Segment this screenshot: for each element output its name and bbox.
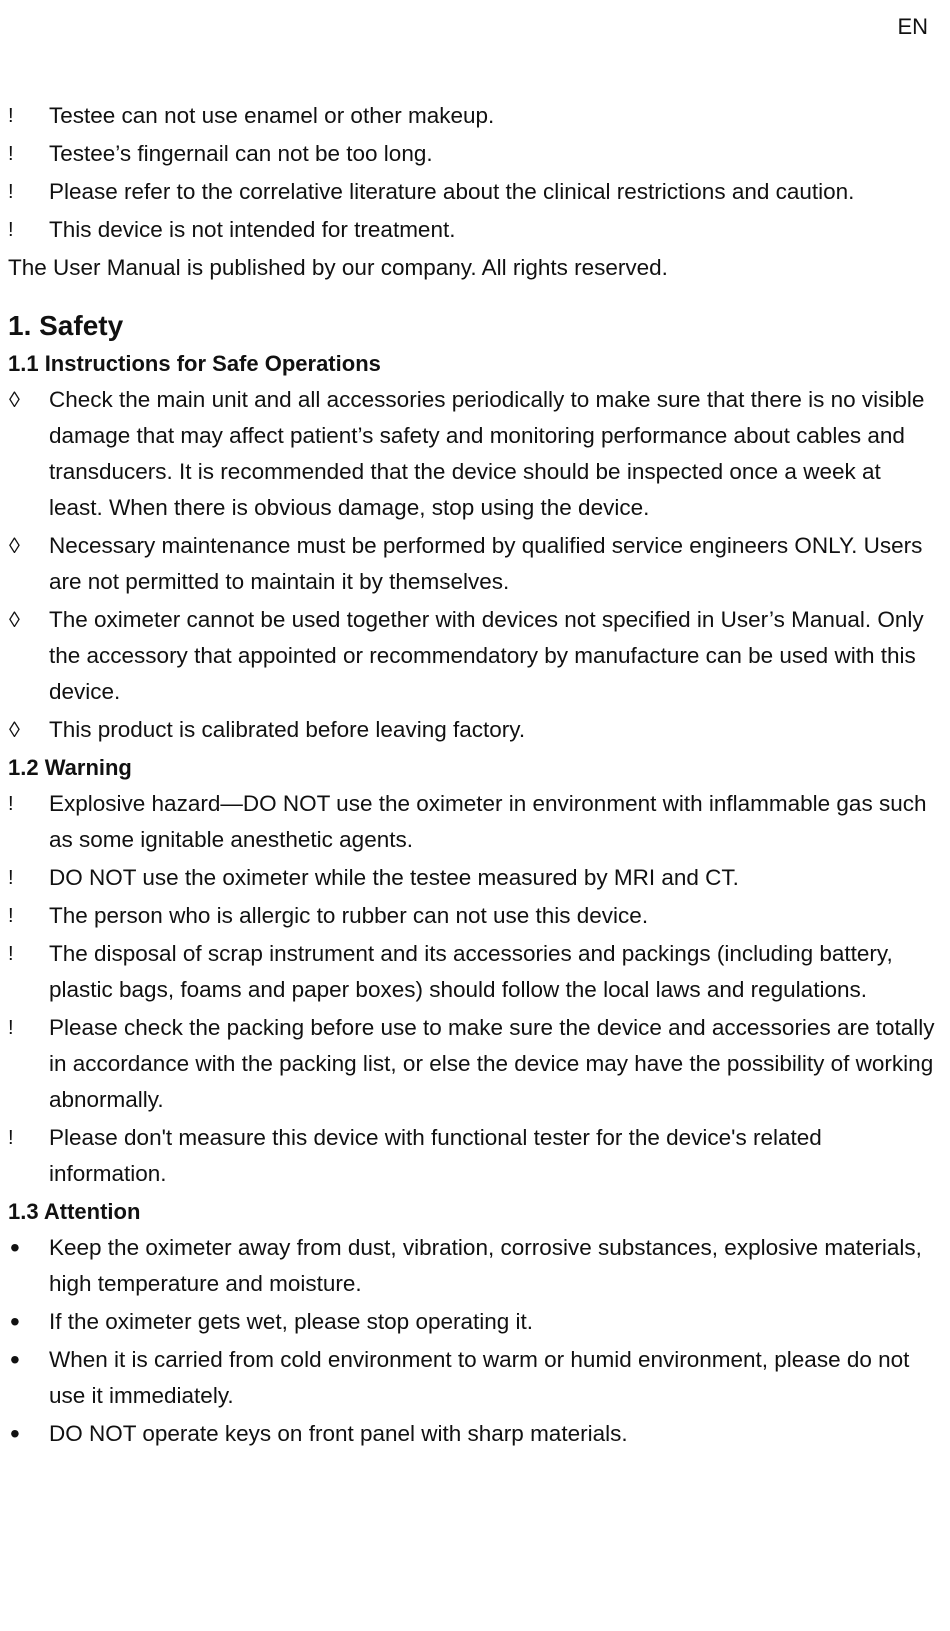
list-item (8, 602, 938, 710)
exclamation-bullet-icon: ! (8, 943, 14, 965)
exclamation-bullet-icon: ! (8, 181, 14, 203)
list-item-text: The disposal of scrap instrument and its accessories and packings (including battery, plastic bags, foams and paper boxes) should follow the local laws and regulations. (49, 941, 893, 1002)
list-item-text: If the oximeter gets wet, please stop operating it. (49, 1309, 534, 1334)
list-item (8, 786, 938, 858)
dot-bullet-icon: • (10, 1418, 20, 1449)
dot-bullet-icon: • (10, 1306, 20, 1337)
diamond-bullet-icon: ◊ (9, 387, 20, 412)
list-item-text: Testee can not use enamel or other makeup. (49, 103, 495, 128)
subsection-title: 1.1 Instructions for Safe Operations (8, 351, 381, 376)
list-item-text: Necessary maintenance must be performed by qualified service engineers ONLY. Users are not permitted to maintain it by themselves. (49, 533, 923, 594)
subsection-title: 1.3 Attention (8, 1199, 141, 1224)
list-item-text: The person who is allergic to rubber can not use this device. (49, 903, 649, 928)
list-item-text: Please don't measure this device with functional tester for the device's related information. (49, 1125, 822, 1186)
subsection-title: 1.2 Warning (8, 755, 132, 780)
list-item-text: Please refer to the correlative literature about the clinical restrictions and caution. (49, 179, 855, 204)
list-item (8, 712, 938, 748)
dot-bullet-icon: • (10, 1344, 20, 1375)
list-item-text: Testee’s fingernail can not be too long. (49, 141, 433, 166)
list-item (8, 898, 938, 934)
exclamation-bullet-icon: ! (8, 1017, 14, 1039)
rights-statement: The User Manual is published by our company. All rights reserved. (8, 255, 668, 280)
list-item (8, 1416, 938, 1452)
dot-bullet-icon: • (10, 1232, 20, 1263)
exclamation-bullet-icon: ! (8, 905, 14, 927)
manual-page-content (8, 98, 938, 1454)
diamond-bullet-icon: ◊ (9, 533, 20, 558)
list-item (8, 174, 938, 210)
list-item (8, 1120, 938, 1192)
list-item (8, 1342, 938, 1414)
diamond-bullet-icon: ◊ (9, 607, 20, 632)
list-item-text: The oximeter cannot be used together with devices not specified in User’s Manual. Only the accessory that appointed or recommendatory by manufacture can be used with this device. (49, 607, 924, 704)
list-item (8, 212, 938, 248)
list-item (8, 98, 938, 134)
list-item (8, 528, 938, 600)
exclamation-bullet-icon: ! (8, 105, 14, 127)
diamond-bullet-icon: ◊ (9, 717, 20, 742)
list-item (8, 1304, 938, 1340)
list-item-text: Check the main unit and all accessories periodically to make sure that there is no visible damage that may affect patient’s safety and monitoring performance about cables and transducers. It is recommended that the device should be inspected once a week at least. When there is obvious damage, stop using the device. (49, 387, 925, 520)
section-title: 1. Safety (8, 310, 124, 341)
list-item (8, 382, 938, 526)
exclamation-bullet-icon: ! (8, 219, 14, 241)
list-item (8, 1010, 938, 1118)
list-item-text: DO NOT use the oximeter while the testee measured by MRI and CT. (49, 865, 739, 890)
list-item-text: When it is carried from cold environment to warm or humid environment, please do not use it immediately. (49, 1347, 910, 1408)
list-item-text: DO NOT operate keys on front panel with sharp materials. (49, 1421, 628, 1446)
list-item-text: Please check the packing before use to make sure the device and accessories are totally in accordance with the packing list, or else the device may have the possibility of working abnormally. (49, 1015, 935, 1112)
list-item (8, 860, 938, 896)
exclamation-bullet-icon: ! (8, 1127, 14, 1149)
list-item-text: Keep the oximeter away from dust, vibration, corrosive substances, explosive materials, high temperature and moisture. (49, 1235, 922, 1296)
list-item-text: This product is calibrated before leaving factory. (49, 717, 526, 742)
exclamation-bullet-icon: ! (8, 867, 14, 889)
exclamation-bullet-icon: ! (8, 143, 14, 165)
language-label: EN (897, 14, 928, 39)
list-item (8, 936, 938, 1008)
list-item (8, 1230, 938, 1302)
list-item-text: Explosive hazard—DO NOT use the oximeter in environment with inflammable gas such as some ignitable anesthetic agents. (49, 791, 927, 852)
exclamation-bullet-icon: ! (8, 793, 14, 815)
list-item-text: This device is not intended for treatment. (49, 217, 456, 242)
list-item (8, 136, 938, 172)
